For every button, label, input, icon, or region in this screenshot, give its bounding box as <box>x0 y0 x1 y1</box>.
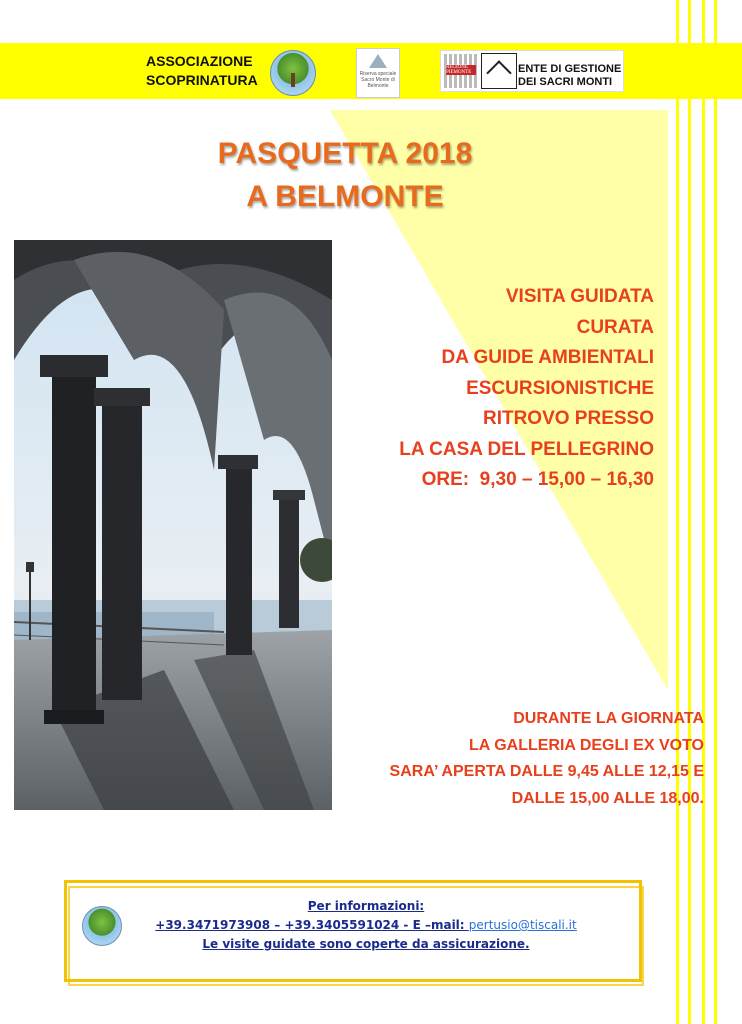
contact-phones: +39.3471973908 – +39.3405591024 - E –mail: pertusio@tiscali.it <box>155 918 577 932</box>
email-link[interactable]: pertusio@tiscali.it <box>468 918 577 932</box>
scoprinatura-logo-icon <box>270 50 316 96</box>
arcade-photo <box>14 240 332 810</box>
tour-info: VISITA GUIDATA CURATA DA GUIDE AMBIENTALI ESCURSIONISTICHE RITROVO PRESSO LA CASA DEL PELLEGRINO ORE: 9,30 – 15,00 – 16,30 <box>399 286 654 490</box>
contact-heading: Per informazioni: <box>307 899 425 913</box>
ente-name: ENTE DI GESTIONE DEI SACRI MONTI <box>518 63 622 88</box>
sacro-monte-logo: Riserva speciale Sacro Monte di Belmonte <box>356 48 400 98</box>
ente-gestione-logo: REGIONE PIEMONTE <box>440 50 624 92</box>
vertical-stripe <box>714 0 717 1024</box>
contact-info <box>126 897 606 954</box>
event-title: PASQUETTA 2018 A BELMONTE <box>217 137 473 213</box>
insurance-note: Le visite guidate sono coperte da assicurazione. <box>202 937 530 951</box>
scoprinatura-logo-icon <box>82 906 122 946</box>
vertical-stripe <box>688 0 691 1024</box>
association-name: ASSOCIAZIONE SCOPRINATURA <box>146 53 258 88</box>
vertical-stripe <box>676 0 679 1024</box>
gallery-notice: DURANTE LA GIORNATA LA GALLERIA DEGLI EX VOTO SARA’ APERTA DALLE 9,45 ALLE 12,15 E DALLE 15,00 ALLE 18,00. <box>389 710 704 807</box>
cross-emblem-icon <box>481 53 517 89</box>
vertical-stripe <box>702 0 705 1024</box>
